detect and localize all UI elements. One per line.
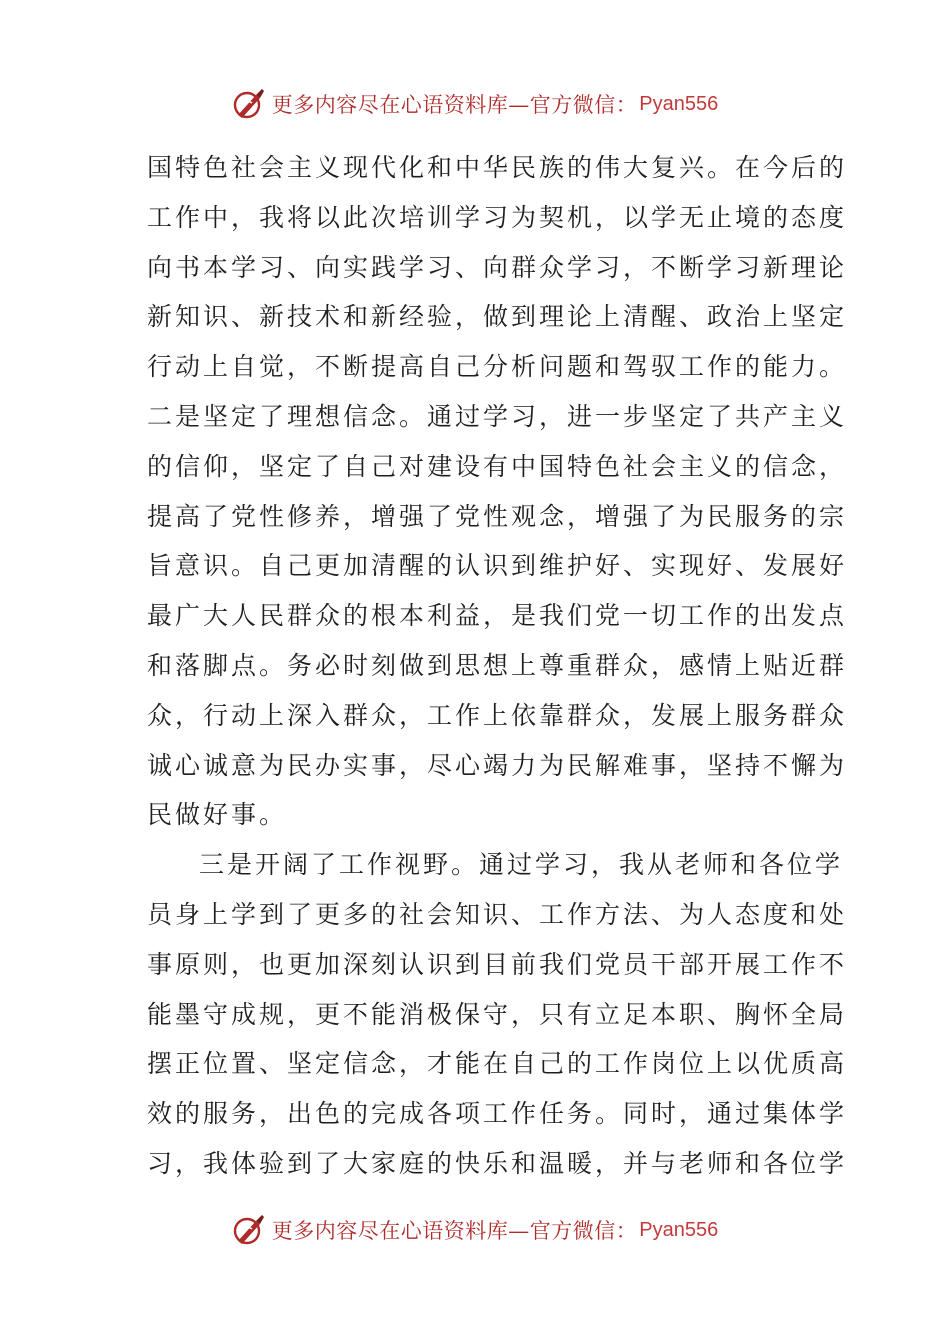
- footer-banner: [0, 1210, 950, 1250]
- document-body: [147, 143, 848, 1189]
- text-line: 旨意识。自己更加清醒的认识到维护好、实现好、发展好: [147, 551, 848, 581]
- text-line: 向书本学习、向实践学习、向群众学习，不断学习新理论: [147, 252, 848, 282]
- header-banner: [0, 84, 950, 124]
- text-line: 众，行动上深入群众，工作上依靠群众，发展上服务群众: [147, 700, 848, 730]
- text-line: 提高了党性修养，增强了党性观念，增强了为民服务的宗: [147, 501, 848, 531]
- text-line: 摆正位置、坚定信念，才能在自己的工作岗位上以优质高: [147, 1049, 848, 1079]
- text-line: 工作中，我将以此次培训学习为契机，以学无止境的态度: [147, 202, 848, 232]
- text-line: 国特色社会主义现代化和中华民族的伟大复兴。在今后的: [147, 153, 848, 182]
- text-line: 民做好事。: [147, 800, 288, 830]
- text-line: 习，我体验到了大家庭的快乐和温暖，并与老师和各位学: [147, 1148, 848, 1178]
- text-line: 能墨守成规，更不能消极保守，只有立足本职、胸怀全局: [147, 999, 848, 1029]
- pen-circle-logo-icon: [232, 87, 266, 121]
- text-line: 事原则，也更加深刻认识到目前我们党员干部开展工作不: [147, 949, 848, 979]
- text-line: 效的服务，出色的完成各项工作任务。同时，通过集体学: [147, 1099, 848, 1129]
- text-line: 新知识、新技术和新经验，做到理论上清醒、政治上坚定: [147, 302, 848, 332]
- text-line: 诚心诚意为民办实事，尽心竭力为民解难事，坚持不懈为: [147, 750, 848, 780]
- pen-circle-logo-icon: [232, 1213, 266, 1247]
- text-line: 的信仰，坚定了自己对建设有中国特色社会主义的信念，: [147, 451, 848, 481]
- text-line: 和落脚点。务必时刻做到思想上尊重群众，感情上贴近群: [147, 650, 848, 680]
- paragraph-start-line: 三是开阔了工作视野。通过学习，我从老师和各位学: [199, 850, 844, 880]
- text-line: 行动上自觉，不断提高自己分析问题和驾驭工作的能力。: [147, 352, 848, 382]
- text-line: 二是坚定了理想信念。通过学习，进一步坚定了共产主义: [147, 401, 848, 431]
- text-line: 员身上学到了更多的社会知识、工作方法、为人态度和处: [147, 899, 848, 929]
- footer-banner-text: 更多内容尽在心语资料库—官方微信：: [271, 1219, 638, 1243]
- text-line: 最广大人民群众的根本利益，是我们党一切工作的出发点: [147, 601, 848, 631]
- header-banner-text: 更多内容尽在心语资料库—官方微信：: [271, 93, 638, 117]
- footer-wechat-id: Pyan556: [639, 1218, 719, 1241]
- header-wechat-id: Pyan556: [639, 92, 719, 115]
